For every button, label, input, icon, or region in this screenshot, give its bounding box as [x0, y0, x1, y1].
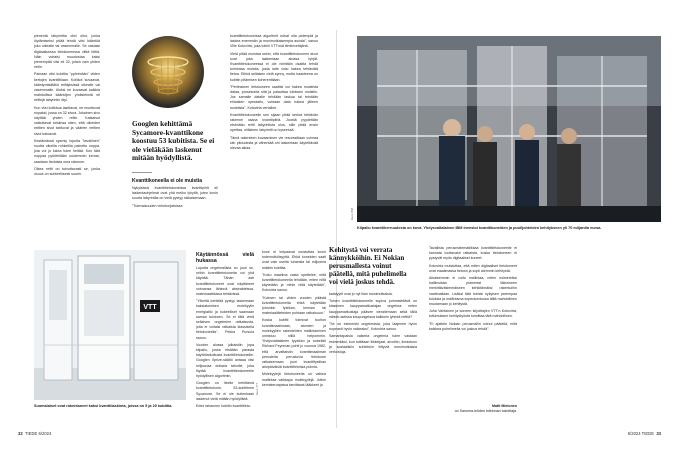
pull-quote-sycamore: Googlen kehittämä Sycamore-kvanttikone koostuu 53 kubitista. Se ei ole vieläkään laskenut mitään hyödyllistä. — [132, 119, 215, 163]
paragraph: katalyytit ovat jo nyt liian monimutkaisia. — [329, 292, 393, 296]
author-title: on Sanoma-lehden tutkinnan toimittaja. — [454, 409, 517, 413]
paragraph: "Tulevaisuuden virhekorjatuissa — [132, 203, 183, 208]
magazine-issue: TIEDE 6/2024 — [25, 431, 52, 436]
right-col-d — [429, 246, 517, 396]
paragraph: "Ei ajattele Nokian perusmallin voinut päätellä, mitä kaikkea puhelimella voi joskus tehdä". — [429, 321, 517, 331]
photo-caption-right: Kilpailu kvanttiherruudesta on kova. Yhdysvaltalainen IBM investoi kvanttikoneiden ja puolijohteiden kehitykseen yli 70 miljardia euroa. — [357, 226, 602, 230]
quantum-chandelier-photo — [132, 36, 204, 108]
left-col-3 — [230, 34, 318, 240]
paragraph: Vuoden alussa julkaistiin jopa kilpailu, jossa etsitään parasta käyttötarkoitusta kvanttitietokoneille. Googlen Xprize-säätiö antaaa viisi miljoonaa dollaria tahoille, joka löytää kvanttitietokoneelle hyödyllisen algoritmin. — [196, 342, 254, 379]
paragraph: Kotovirta muistuttaa, että miten digitaaliset tietokoneet ovat maailmassa tietoon ja sopii aiemmin kehitystä. — [429, 263, 517, 273]
page-number: 33 — [656, 431, 661, 436]
paragraph: Toinen kvanttitietokoneelle sopiva puhmateltävä on klassinen kauppamatkustajan ongelma: miten kauppamatkustaja pääsee vierailemaan sekä tällä näistä useissa kaupungeissa kaikkein lyhintä reittiä? — [329, 299, 417, 319]
folio-right — [605, 431, 661, 436]
section-heading: Käytännössä vielä hukassa — [196, 252, 254, 264]
paragraph: Oikea reitti on tutvottavasti se, jonka osuus on suhteellisesti suurin. — [34, 166, 100, 177]
photo-caption-left: Suomalaiset ovat rakentaneet kaksi kvanttilaskinta, joissa on 5 ja 20 kubittia. — [34, 404, 173, 408]
paragraph: pienentä labyrinttia olisi ollut, jonka löytämiseksi pitää tehdä viisi kääntöä joko oikealle tai vasemmalle. Se vastaisi digitaalisessa tietokoneessa viittä bittiä. Näin voitaisi muodostaa kaksi pienempää viisi eli 32, jotain vain yhden reitin. — [34, 34, 100, 70]
paragraph: "Ylikeltä kehittää pystyy laskemaan kaksiatomisen molekyylin energiatilo ja kokeelliset saamaan saman tuloksen. Se ei tätä vielä sellaisen ongelmien ratkaisusta, joita ei voitaisi ratkaista klassisella tietokoneella", Pekka Pursula sanoo. — [196, 299, 254, 340]
paragraph: Juha Vartiainen ja koneen kirjoittajien VTT:n Kotovirta, tutkimuksen kehitystyöstä toimittaa tätä mahdollinen. — [429, 309, 517, 319]
ibm-quantum-visit-photo — [357, 36, 661, 222]
paragraph: Nykyisissä kvanttitietokoneissa kvanttipiirit eli laskentaohjelmat ovat yhä melko lyhyitä, joten kovin suurta labyrinttia on vielä pystyy ratkaisemaan. — [132, 186, 218, 201]
page-number: 32 — [18, 431, 23, 436]
folio-left — [18, 431, 51, 436]
left-col-5 — [262, 250, 326, 426]
paragraph: "Se on esimerkki ongelmasta, joka laajenee hyvin nopeasti hyvin vaikeaksi", Kotovirta sanoo. — [329, 322, 417, 332]
paragraph: Loputta ongelmallista on juuri se, mihin kvanttitietokoneita voi yhä käyttää. Tähän asti kvanttitietokoneet ovat näyttäneet voimansa lähinnä abstrakteissa, matemaattisissa tehtävissä. — [196, 266, 254, 297]
paragraph: Samantapaisia vaikeita ongelmia tulee vastaan esimerkiksi, kun tutkitaan liikkeijaat, aivoihin, ilmastoon ja sosiaalisiin suhteisiin liittyviä monimutkaisia verkostoja. — [329, 334, 417, 355]
paragraph: "Koko maailma vasta opettelee, mitä kvanttitietokoneella tehdään, miten niitä käytetään ja mihin niitä käytetään", Kotovirta sanoo. — [262, 272, 326, 293]
paragraph: Koska kubitti toimivat tuohon kvanttimaailmaan, atomien ja molekyylien rakenteiden mallintaminen onnistuu niillä helpommin. Yhdysvaltalainen fyysikko ja nobelisti Richard Feynman pohti jo vuonna 1982, että arvattaisiin kvanttimaailman perusteita perustuvia tietokone ratkaisemaan juuri kvanttifysiikan arkipäiväisiä kvanttitietoisia pulmia. — [262, 318, 326, 370]
paragraph: Kestämässä sysmiy lopulta "tavallinen" nuotta oikeilla rohkelilla painettu noppa, jota voi jo lukea tulee heitää. Kun tätä noppaa pyöritellään uusiemmin kerran, saadaan tiedoista oma rakenne. — [34, 138, 100, 164]
author-name: Matti Mielonen — [492, 404, 517, 408]
vtt-quantum-computer-photo — [34, 250, 186, 400]
paragraph: Painaan viisi kuhittia "pyörimään" viiden kertojen kvanttitilaan. Koliikot kuvaavat, kääntymisätäkö reitilyksissä oikealle vai vasemmalle. Aluksi ne kuvaavat kaikkia mahdollisia kääntöjen yhdistelmiä eli reittejä labyrintin läpi. — [34, 72, 100, 103]
left-col-2 — [132, 176, 218, 240]
left-col-1 — [34, 34, 100, 240]
paragraph: Kvanttitietokoneelle sen sijaan pitää kertoa tehtävän rakenne osana kvanttipiiriä. Joustä pyydetään etsimään reitti labyrintista ulos, sille pitää ensin opettaa, millainen labyrintti on kyseessä. — [230, 112, 318, 133]
right-col-c — [329, 292, 417, 426]
paragraph: Tämä rakenteen kuvaaminen vie resurssiltaan voimaa siin pitoudesta ja vähentää ohi laskentaan käytettävää olevaa aikaa. — [230, 135, 318, 151]
pull-quote-nokia: Kehitystä voi verrata kännykköihin. Ei Nokian perusmallesta voinut päätellä, mitä puhelimella voi vielä joskus tehdä. — [329, 246, 407, 286]
left-col-4 — [196, 250, 254, 426]
paragraph: Molekyylejä tietokoneella on vaikea mallintaa vaikkapa molekyylejä. Jotkin kemisteroapissa tarvittavat lääkkeet ja — [262, 372, 326, 387]
lab-visit-graphic — [357, 36, 661, 222]
right-page — [329, 0, 674, 450]
chandelier-rings-graphic — [132, 36, 204, 108]
subhead-memory: Kvanttikoneella ei ole muistia — [132, 178, 203, 184]
paragraph: Kun viisi kolikkoa lasittavat, ne muuttuvat nopaksi, jossa on 32 sivua. Jokainen sivu näyttää yhden reitin. Katkaisut vaikuttavat toisiinsa siten, että oikeiden reittien sivut tahtuvat ja väärien reittien sivut katoavat. — [34, 105, 100, 136]
divider — [132, 172, 152, 173]
paragraph: Edes tahannen kubitin kvanttitieto- — [196, 404, 251, 409]
svg-text:VTT: VTT — [143, 304, 157, 311]
paragraph: Tavallista perusmatematiikkaa kvanttitietokoneelle ei kannata luultavasti ratkaista, koska tietokoneen ei pystyvät myös digitaaliset koneet. — [429, 246, 517, 261]
paragraph: Aikaisemmin ei voitu mallintaa, miten esimerkiksi halliinsisisn planeetat liikkeineen merkittäväsimmäiseen kehiktämäksi rakentuihin vaatimallaan. Lisäksi tätä toimisi nykyisen parempaa tuloksia ja mallintama sopeutumisosa tältä mahdollinen muutamaan jo kehitystä. — [429, 276, 517, 307]
paragraph: Vielä pitää muistaa sekin, että kvanttitietokoneen aivot ovat joka laskentaan aluasa tyhjät. Kvanttitietokoneessa ei ole nimittäin osaitta tehdä toimintaa muistia, josta laite voisi hakea tehtävätä tietoa. Ethkä sellaisen vielä synny, mutta haasteena on kubitin pitämisen koherenttiaan. — [230, 51, 318, 82]
paragraph: kone ei kelpaavat mustuttaa kovin todennäköisyyttä. Ehkä koneiden saati ovat vain useita tuhansia tai miljoonia määrin kubittia. — [262, 250, 326, 270]
paragraph: Googlen on itselle kehittämä kvanttitietokone, 53-kubittinen Sycamore. Se ei ole kuitenkaan laskenut vielä mitään hyödyllistä. — [196, 381, 254, 401]
author-signature — [429, 404, 517, 414]
photo-credit: Kuva: IBM — [351, 208, 354, 220]
photo-credit: Kuva: VTT — [256, 382, 259, 395]
paragraph: "Kolmen tai viiden vuoden päästä kvanttitietokoneita ehkä käytetään johonkin fysiikan, kemian tai materiaalitieteiden puhtaan ratkaisuun." — [262, 295, 326, 316]
paragraph: "Pertinsinen tietokoneen saattisi voi hakea muistista dataa, prosesoida sitä ja palauttaa tuloksen muistiin. Jos samalle datalle tehdään laskua tai tehdään erilaisten operaatio, voidaan data hakea jälleen muistista", Kotovirta vertailee. — [230, 84, 318, 110]
lab-equipment-graphic — [34, 250, 186, 400]
magazine-issue: 6/2024 TIEDE — [627, 431, 654, 436]
paragraph: kvanttitietokoneissa algoritmit voivat olla pidempiä ja laskea enemmän ja monimutkaisempia asioita", sanoo Ville Kotovirta, joka toimii VTT:ssä tiimiinvetäjänä. — [230, 34, 318, 49]
